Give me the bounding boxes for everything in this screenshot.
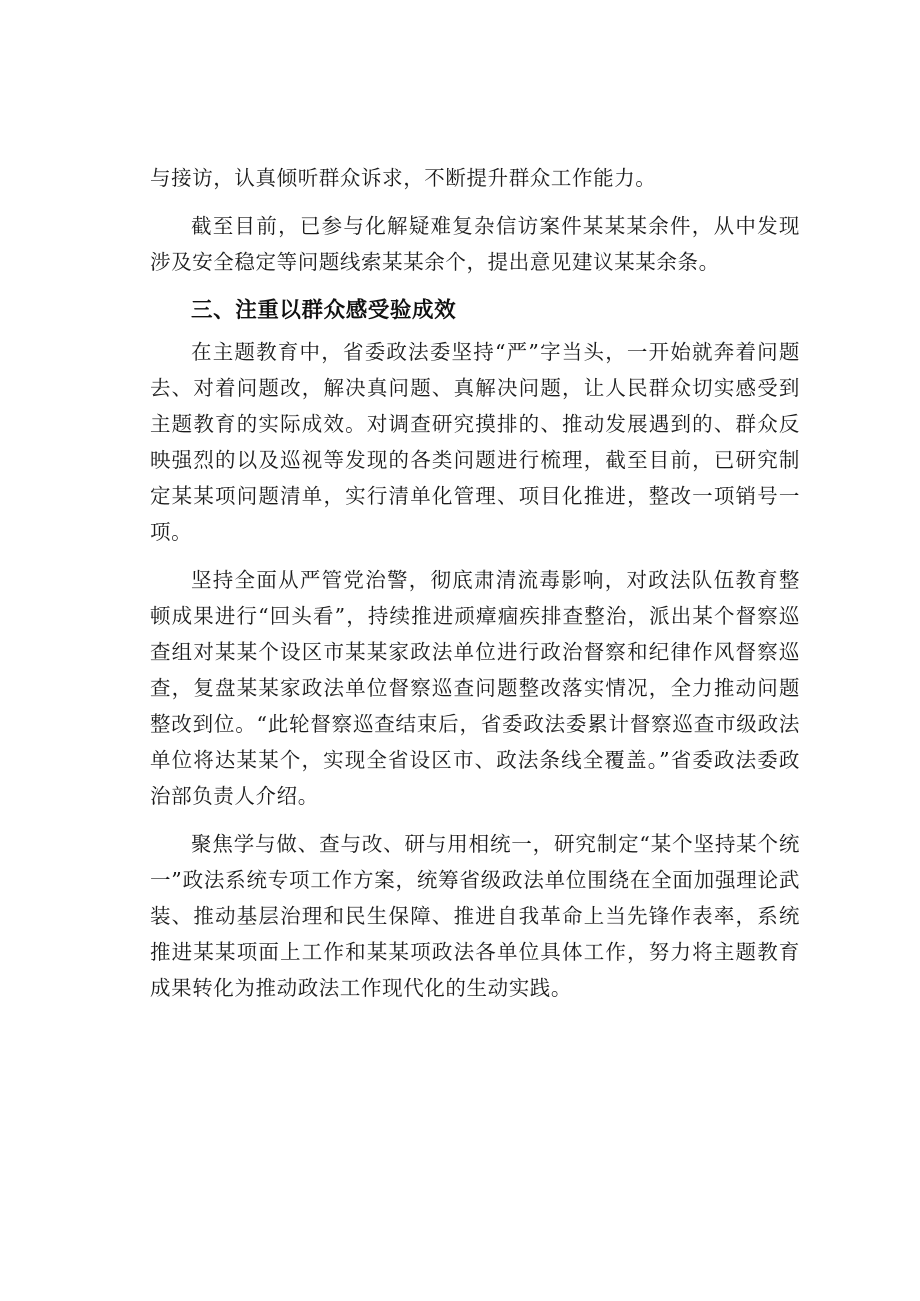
paragraph-strict-governance: 坚持全面从严管党治警，彻底肃清流毒影响，对政法队伍教育整顿成果进行“回头看”，持续推进顽瘴痼疾排查整治，派出某个督察巡查组对某某个设区市某某家政法单位进行政治督察和纪律作风督察巡查，复盘某某家政法单位督察巡查问题整改落实情况，全力推动问题整改到位。“此轮督察巡查结束后，省委政法委累计督察巡查市级政法单位将达某某个，实现全省设区市、政法条线全覆盖。”省委政法委政治部负责人介绍。 [150, 568, 800, 808]
paragraph-petition-cases: 截至目前，已参与化解疑难复杂信访案件某某某余件，从中发现涉及安全稳定等问题线索某某余个，提出意见建议某某余条。 [150, 214, 800, 274]
section-heading: 三、注重以群众感受验成效 [191, 298, 457, 323]
paragraph-special-program: 聚焦学与做、查与改、研与用相统一，研究制定“某个坚持某个统一”政法系统专项工作方案，统筹省级政法单位围绕在全面加强理论武装、推动基层治理和民生保障、推进自我革命上当先锋作表率，系统推进某某项面上工作和某某项政法各单位具体工作，努力将主题教育成果转化为推动政法工作现代化的生动实践。 [150, 832, 800, 1000]
paragraph-theme-education: 在主题教育中，省委政法委坚持“严”字当头，一开始就奔着问题去、对着问题改，解决真问题、真解决问题，让人民群众切实感受到主题教育的实际成效。对调查研究摸排的、推动发展遇到的、群众反映强烈的以及巡视等发现的各类问题进行梳理，截至目前，已研究制定某某项问题清单，实行清单化管理、项目化推进，整改一项销号一项。 [150, 340, 800, 544]
paragraph-continuation: 与接访，认真倾听群众诉求，不断提升群众工作能力。 [150, 166, 657, 190]
document-body [150, 160, 800, 1018]
